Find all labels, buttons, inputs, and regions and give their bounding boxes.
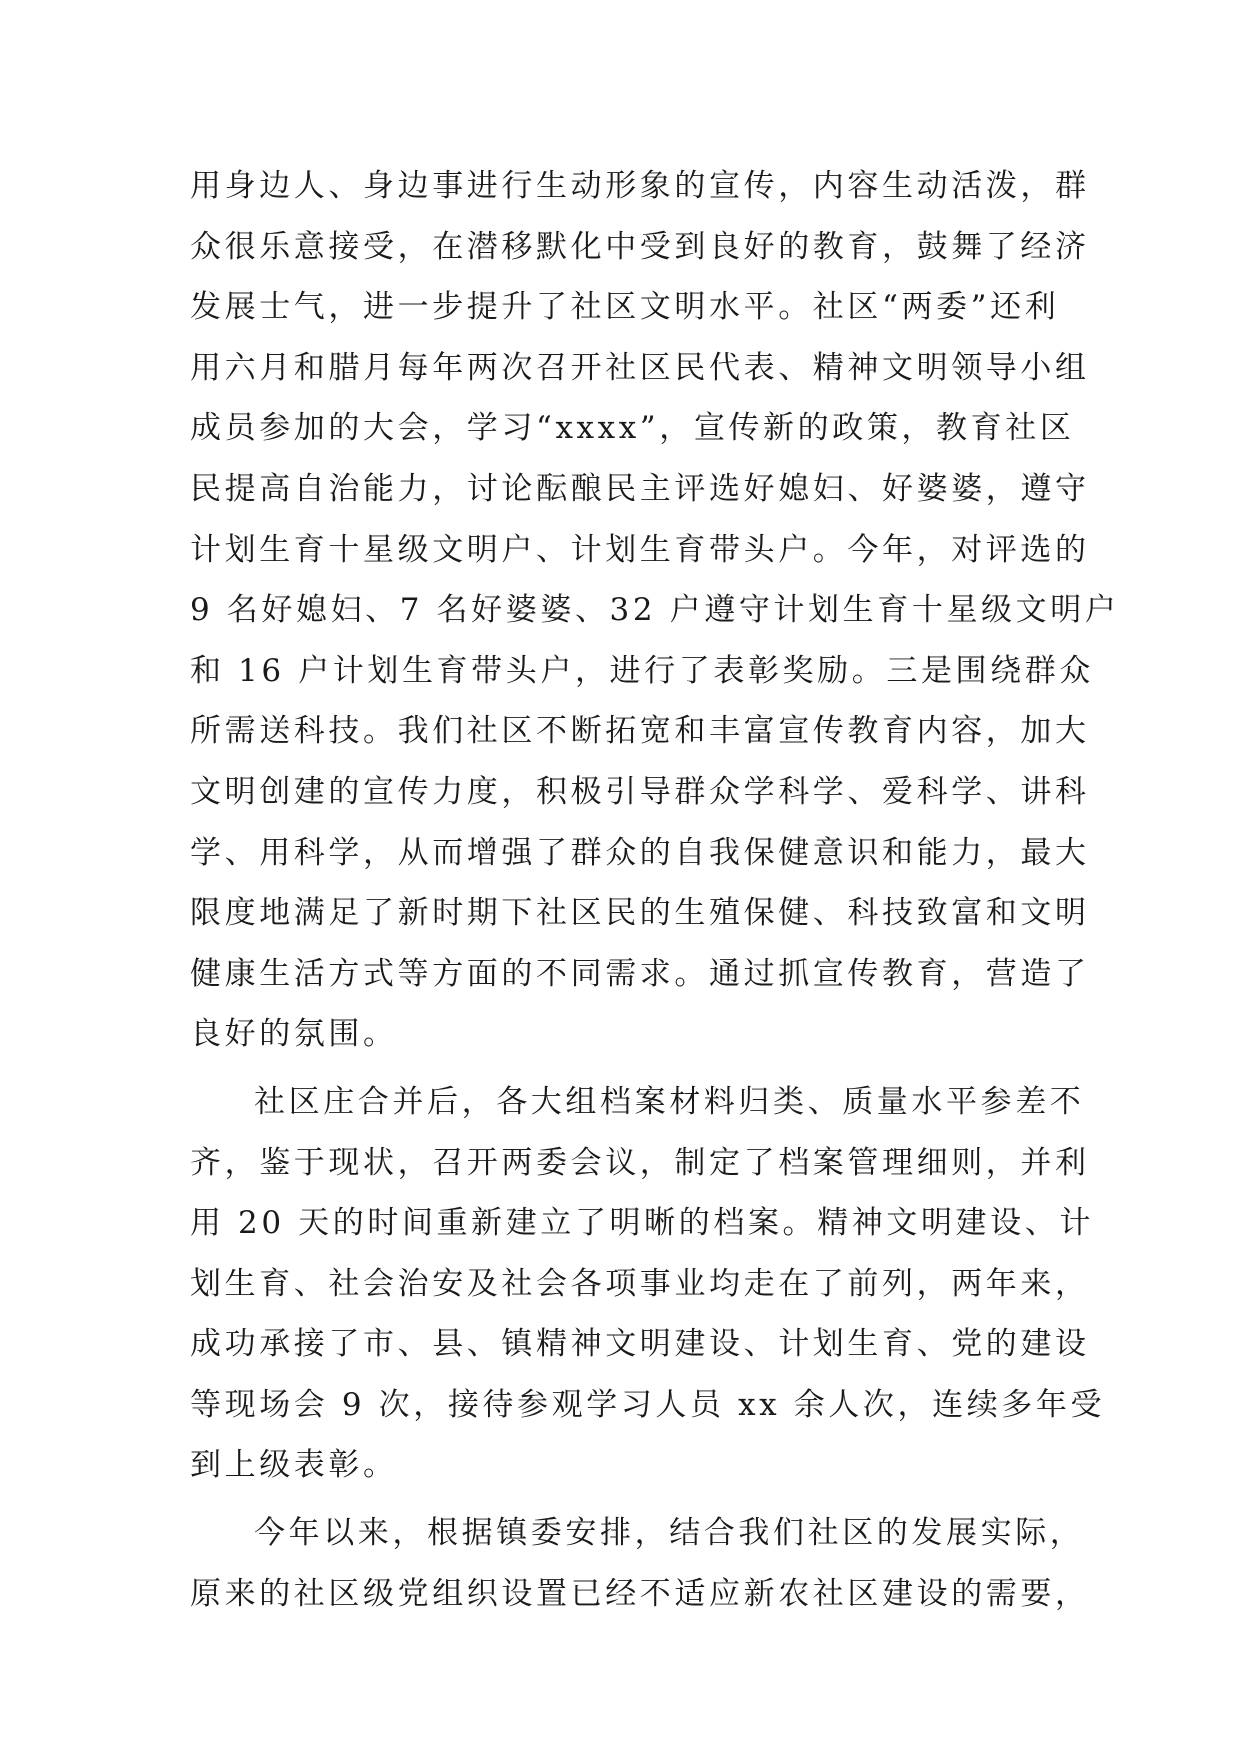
text-line: 9 名好媳妇、7 名好婆婆、32 户遵守计划生育十星级文明户: [190, 592, 1120, 629]
text-line: 计划生育十星级文明户、计划生育带头户。今年，对评选的: [190, 531, 1090, 568]
paragraph-gap: [190, 1496, 1060, 1503]
text-line: 文明创建的宣传力度，积极引导群众学科学、爱科学、讲科: [190, 773, 1090, 810]
paragraph: [190, 1503, 1090, 1624]
text-line: 社区庄合并后，各大组档案材料归类、质量水平参差不: [254, 1083, 1085, 1120]
text-line: 用身边人、身边事进行生动形象的宣传，内容生动活泼，群: [190, 168, 1090, 204]
text-line: 划生育、社会治安及社会各项事业均走在了前列，两年来，: [190, 1265, 1090, 1302]
text-line: 原来的社区级党组织设置已经不适应新农社区建设的需要，: [190, 1575, 1090, 1612]
text-line: 健康生活方式等方面的不同需求。通过抓宣传教育，营造了: [190, 955, 1090, 992]
text-line: 齐，鉴于现状，召开两委会议，制定了档案管理细则，并利: [190, 1144, 1090, 1181]
text-line: 众很乐意接受，在潜移默化中受到良好的教育，鼓舞了经济: [190, 228, 1090, 265]
text-line: 到上级表彰。: [190, 1447, 398, 1484]
text-line: 良好的氛围。: [190, 1016, 398, 1053]
text-line: 和 16 户计划生育带头户，进行了表彰奖励。三是围绕群众: [190, 652, 1094, 689]
paragraph-gap: [190, 1065, 1060, 1072]
text-line: 今年以来，根据镇委安排，结合我们社区的发展实际，: [254, 1515, 1085, 1552]
text-line: 等现场会 9 次，接待参观学习人员 xx 余人次，连续多年受: [190, 1386, 1106, 1423]
text-line: 所需送科技。我们社区不断拓宽和丰富宣传教育内容，加大: [190, 713, 1090, 750]
paragraph: [190, 1072, 1106, 1496]
document-body: [190, 156, 1120, 1624]
text-line: 发展士气，进一步提升了社区文明水平。社区“两委”还利: [190, 289, 1060, 326]
text-line: 限度地满足了新时期下社区民的生殖保健、科技致富和文明: [190, 895, 1090, 932]
paragraph: [190, 156, 1120, 1065]
text-line: 学、用科学，从而增强了群众的自我保健意识和能力，最大: [190, 834, 1090, 871]
text-line: 成功承接了市、县、镇精神文明建设、计划生育、党的建设: [190, 1326, 1090, 1363]
text-line: 用六月和腊月每年两次召开社区民代表、精神文明领导小组: [190, 349, 1090, 386]
text-line: 用 20 天的时间重新建立了明晰的档案。精神文明建设、计: [190, 1205, 1094, 1242]
text-line: 民提高自治能力，讨论酝酿民主评选好媳妇、好婆婆，遵守: [190, 470, 1090, 507]
text-line: 成员参加的大会，学习“xxxx”，宣传新的政策，教育社区: [190, 410, 1075, 447]
